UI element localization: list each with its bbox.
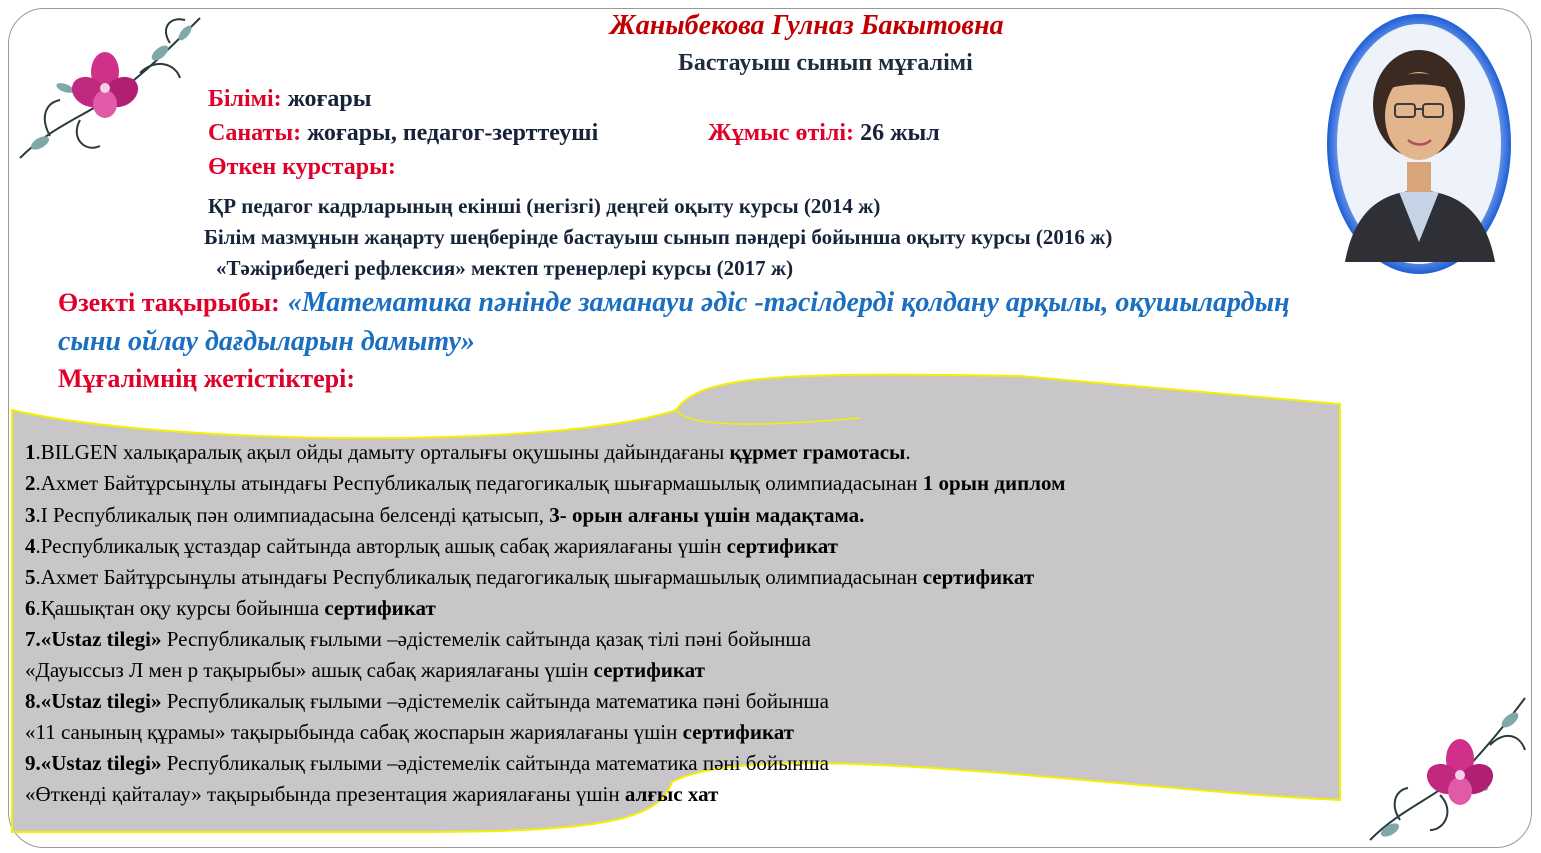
- achievement-bold: 3- орын алғаны үшін мадақтама.: [549, 503, 865, 527]
- achievement-text: Республикалық ғылыми –әдістемелік сайтында математика пәні бойынша: [161, 689, 829, 713]
- category-line: [208, 120, 598, 147]
- teacher-name: Жаныбекова Гулназ Бакытовна: [610, 10, 1004, 41]
- achievement-item: [25, 534, 838, 559]
- achievement-num: 1: [25, 440, 36, 464]
- achievement-text: Республикалық ғылыми –әдістемелік сайтында математика пәні бойынша: [161, 751, 829, 775]
- achievement-item: [25, 596, 436, 621]
- education-line: [208, 86, 371, 113]
- course-item: «Тәжірибедегі рефлексия» мектеп тренерлері курсы (2017 ж): [216, 256, 794, 280]
- achievement-bold: сертификат: [324, 596, 436, 620]
- achievement-text: .Республикалық ұстаздар сайтында авторлық ашық сабақ жариялағаны үшін: [35, 534, 727, 558]
- achievement-num: 3: [25, 503, 36, 527]
- topic-line-1: [58, 287, 1290, 319]
- achievements-title: Мұғалімнің жетістіктері:: [58, 364, 355, 393]
- experience-line: [708, 120, 940, 147]
- achievement-bold: алғыс хат: [624, 782, 719, 806]
- achievement-item: [25, 627, 811, 652]
- achievement-num: 2: [25, 471, 36, 495]
- flower-ornament-icon: [10, 8, 210, 168]
- achievement-item: [25, 565, 1034, 590]
- courses-label: Өткен курстары:: [208, 154, 396, 180]
- teacher-role: Бастауыш сынып мұғалімі: [678, 50, 973, 76]
- course-item: Білім мазмұнын жаңарту шеңберінде бастауыш сынып пәндері бойынша оқыту курсы (2016 ж): [204, 225, 1113, 249]
- achievement-item: [25, 503, 864, 528]
- experience-value: 26 жыл: [854, 120, 940, 146]
- achievement-bold: 1 орын диплом: [922, 471, 1066, 495]
- achievement-bold: құрмет грамотасы: [729, 440, 906, 464]
- category-label: Санаты:: [208, 120, 302, 146]
- achievement-tail: .: [905, 440, 911, 464]
- achievement-item: [25, 440, 911, 465]
- achievement-item: [25, 782, 718, 807]
- achievement-bold: сертификат: [726, 534, 838, 558]
- achievement-text: .BILGEN халықаралық ақыл ойды дамыту орталығы оқушыны дайындағаны: [35, 440, 730, 464]
- topic-text-2: сыни ойлау дағдыларын дамыту»: [58, 326, 475, 357]
- achievement-num: 5: [25, 565, 36, 589]
- teacher-photo: [1325, 12, 1513, 276]
- achievement-text: .І Республикалық пән олимпиадасына белсенді қатысып,: [35, 503, 550, 527]
- flower-ornament-icon: [1360, 690, 1535, 850]
- achievement-text: «Дауыссыз Л мен р тақырыбы» ашық сабақ жариялағаны үшін: [25, 658, 594, 682]
- achievement-item: [25, 658, 705, 683]
- achievement-num: 4: [25, 534, 36, 558]
- education-value: жоғары: [281, 86, 372, 112]
- achievement-text: .Ахмет Байтұрсынұлы атындағы Республикалық педагогикалық шығармашылық олимпиадасынан: [35, 565, 923, 589]
- achievement-item: [25, 751, 829, 776]
- achievement-item: [25, 720, 794, 745]
- achievement-item: [25, 689, 829, 714]
- achievement-num: 6: [25, 596, 36, 620]
- achievement-num: 7.«Ustaz tilegi»: [25, 627, 162, 651]
- achievement-bold: сертификат: [682, 720, 794, 744]
- achievement-text: Республикалық ғылыми –әдістемелік сайтында қазақ тілі пәні бойынша: [161, 627, 811, 651]
- achievement-text: «Өткенді қайталау» тақырыбында презентация жариялағаны үшін: [25, 782, 625, 806]
- achievement-bold: сертификат: [593, 658, 705, 682]
- topic-label: Өзекті тақырыбы:: [58, 288, 280, 317]
- topic-text-1: «Математика пәнінде заманауи әдіс -тәсілдерді қолдану арқылы, оқушылардың: [287, 287, 1290, 318]
- achievement-bold: сертификат: [922, 565, 1035, 589]
- achievement-text: .Ахмет Байтұрсынұлы атындағы Республикалық педагогикалық шығармашылық олимпиадасынан: [35, 471, 923, 495]
- category-value: жоғары, педагог-зерттеуші: [301, 120, 599, 146]
- achievement-item: [25, 471, 1065, 496]
- achievement-num: 9.«Ustaz tilegi»: [25, 751, 162, 775]
- education-label: Білімі:: [208, 86, 282, 112]
- experience-label: Жұмыс өтілі:: [708, 120, 855, 146]
- achievement-num: 8.«Ustaz tilegi»: [25, 689, 162, 713]
- achievement-text: .Қашықтан оқу курсы бойынша: [35, 596, 325, 620]
- course-item: ҚР педагог кадрларының екінші (негізгі) деңгей оқыту курсы (2014 ж): [208, 194, 881, 218]
- achievement-text: «11 санының құрамы» тақырыбында сабақ жоспарын жариялағаны үшін: [25, 720, 683, 744]
